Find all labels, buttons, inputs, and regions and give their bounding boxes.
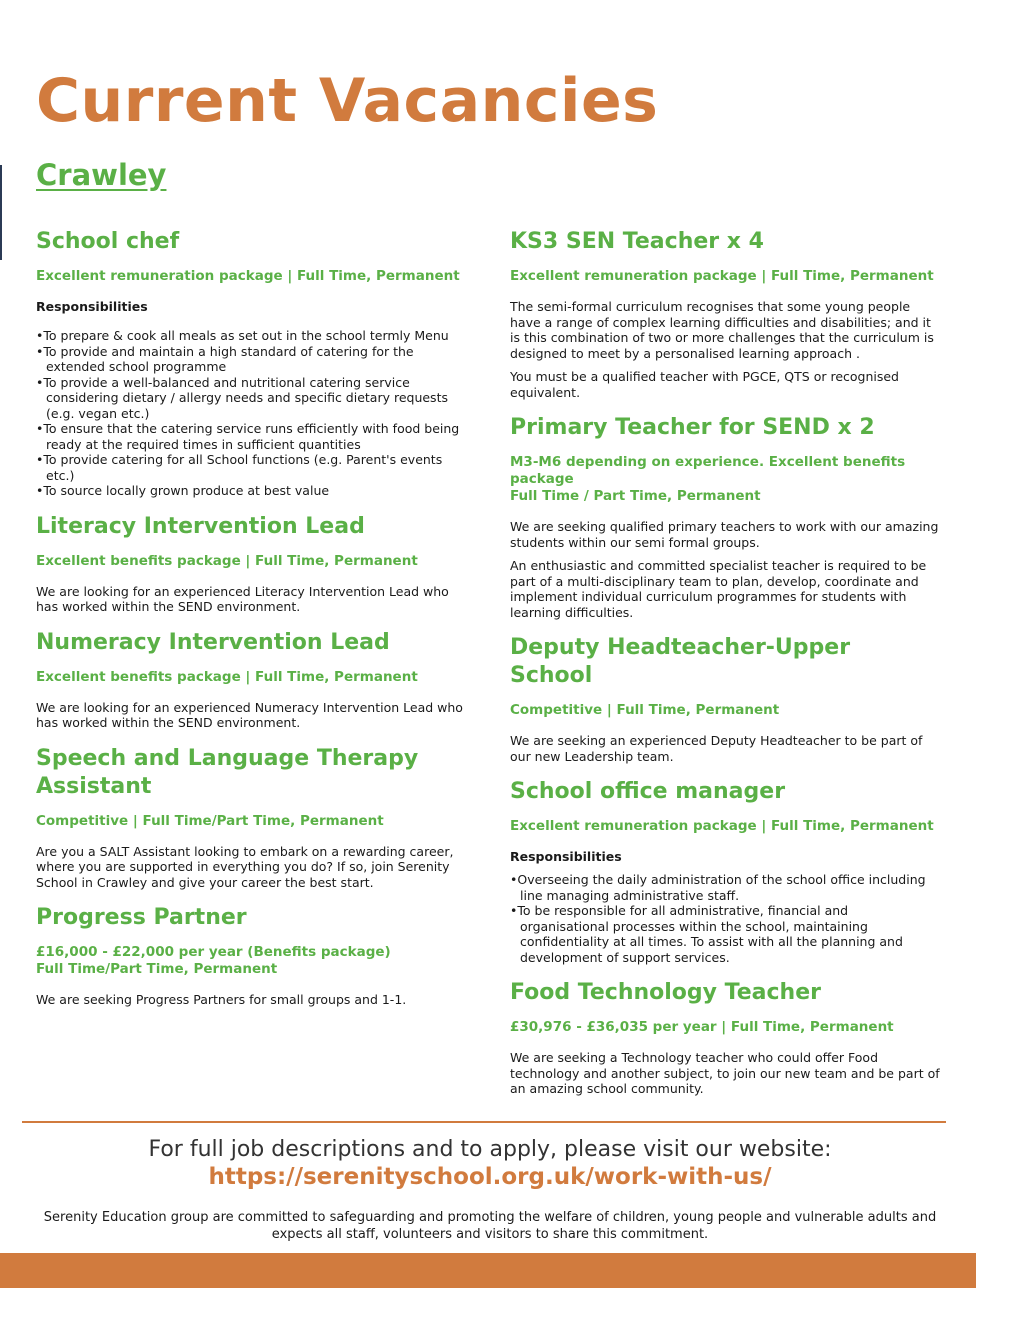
job-description: We are seeking an experienced Deputy Headteacher to be part of our new Leadership team.: [510, 733, 923, 764]
job-meta: Excellent remuneration package | Full Time, Permanent: [510, 268, 934, 284]
job-meta: Excellent remuneration package | Full Time, Permanent: [36, 268, 460, 284]
job-title: Deputy Headteacher-Upper School: [510, 635, 851, 688]
job-title: Speech and Language Therapy Assistant: [36, 745, 419, 799]
apply-url-link[interactable]: https://serenityschool.org.uk/work-with-us/: [208, 1164, 772, 1190]
job-meta-secondary: Full Time / Part Time, Permanent: [510, 488, 761, 504]
footer-divider: [22, 1121, 946, 1123]
left-column: [36, 228, 466, 1022]
job-title: Progress Partner: [36, 905, 247, 930]
job-description-secondary: An enthusiastic and committed specialist teacher is required to be part of a multi-disciplinary team to plan, develop, coordinate and implement individual curriculum programmes for students with learning difficulties.: [510, 558, 927, 620]
list-item: • To provide and maintain a high standard of catering for the extended school programme: [36, 344, 466, 375]
job-school-chef: [36, 228, 466, 499]
job-literacy-intervention-lead: [36, 513, 466, 615]
job-description: We are seeking a Technology teacher who could offer Food technology and another subject, to join our new team and be part of an amazing school community.: [510, 1050, 940, 1096]
job-meta: Excellent benefits package | Full Time, Permanent: [36, 552, 418, 569]
edge-decoration: [0, 165, 2, 260]
job-meta: £30,976 - £36,035 per year | Full Time, Permanent: [510, 1019, 894, 1035]
job-title: KS3 SEN Teacher x 4: [510, 229, 764, 254]
job-meta: £16,000 - £22,000 per year (Benefits package): [36, 944, 391, 960]
job-meta: M3-M6 depending on experience. Excellent benefits package: [510, 454, 906, 487]
list-item: • To provide catering for all School functions (e.g. Parent's events etc.): [36, 452, 466, 483]
safeguarding-note: Serenity Education group are committed to safeguarding and promoting the welfare of children, young people and vulnerable adults and expects all staff, volunteers and visitors to share this commitment.: [43, 1210, 937, 1242]
job-description: We are seeking Progress Partners for small groups and 1-1.: [36, 992, 407, 1007]
job-ks3-sen-teacher: [510, 228, 940, 400]
job-meta-secondary: Full Time/Part Time, Permanent: [36, 961, 278, 977]
list-item: • To source locally grown produce at best value: [36, 483, 466, 499]
job-deputy-headteacher: [510, 634, 940, 764]
job-primary-teacher-send: [510, 414, 940, 620]
list-item: • To be responsible for all administrative, financial and organisational processes within the school, maintaining confidentiality at all times. To assist with all the planning and development of support services.: [510, 903, 940, 965]
job-description: We are looking for an experienced Literacy Intervention Lead who has worked within the SEND environment.: [36, 583, 449, 614]
job-progress-partner: [36, 904, 466, 1008]
job-title: Numeracy Intervention Lead: [36, 629, 390, 655]
job-school-office-manager: [510, 778, 940, 965]
job-description-secondary: You must be a qualified teacher with PGCE, QTS or recognised equivalent.: [510, 369, 899, 400]
responsibilities-list: [510, 872, 940, 965]
job-speech-language-therapy-assistant: [36, 745, 466, 891]
job-description: We are looking for an experienced Numeracy Intervention Lead who has worked within the SEND environment.: [36, 699, 463, 730]
job-food-technology-teacher: [510, 979, 940, 1097]
job-description: The semi-formal curriculum recognises that some young people have a range of complex learning difficulties and disabilities; and it is this combination of two or more challenges that the curriculum is designed to meet by a personalised learning approach .: [510, 299, 934, 361]
job-title: Literacy Intervention Lead: [36, 513, 365, 539]
job-meta: Competitive | Full Time/Part Time, Permanent: [36, 812, 384, 829]
location-heading: Crawley: [36, 158, 167, 192]
job-description: Are you a SALT Assistant looking to embark on a rewarding career, where you are supported in everything you do? If so, join Serenity School in Crawley and give your career the best start.: [36, 843, 454, 890]
job-description: We are seeking qualified primary teachers to work with our amazing students within our semi formal groups.: [510, 519, 939, 550]
job-numeracy-intervention-lead: [36, 629, 466, 731]
job-meta: Excellent remuneration package | Full Time, Permanent: [510, 818, 934, 834]
list-item: • Overseeing the daily administration of the school office including line managing administrative staff.: [510, 872, 940, 903]
bottom-bar: [0, 1253, 976, 1288]
job-title: School office manager: [510, 779, 786, 804]
job-meta: Excellent benefits package | Full Time, Permanent: [36, 668, 418, 685]
job-title: Food Technology Teacher: [510, 980, 821, 1005]
responsibilities-heading: Responsibilities: [36, 299, 148, 314]
job-meta: Competitive | Full Time, Permanent: [510, 702, 780, 718]
list-item: • To ensure that the catering service runs efficiently with food being ready at the required times in sufficient quantities: [36, 421, 466, 452]
job-title: Primary Teacher for SEND x 2: [510, 415, 875, 440]
page-title: Current Vacancies: [36, 66, 659, 136]
list-item: • To provide a well-balanced and nutritional catering service considering dietary / allergy needs and specific dietary requests (e.g. vegan etc.): [36, 375, 466, 422]
right-column: [510, 228, 940, 1111]
responsibilities-list: [36, 328, 466, 499]
list-item: • To prepare & cook all meals as set out in the school termly Menu: [36, 328, 466, 344]
apply-cta: For full job descriptions and to apply, please visit our website:: [148, 1137, 832, 1162]
responsibilities-heading: Responsibilities: [510, 849, 622, 864]
job-title: School chef: [36, 229, 180, 254]
